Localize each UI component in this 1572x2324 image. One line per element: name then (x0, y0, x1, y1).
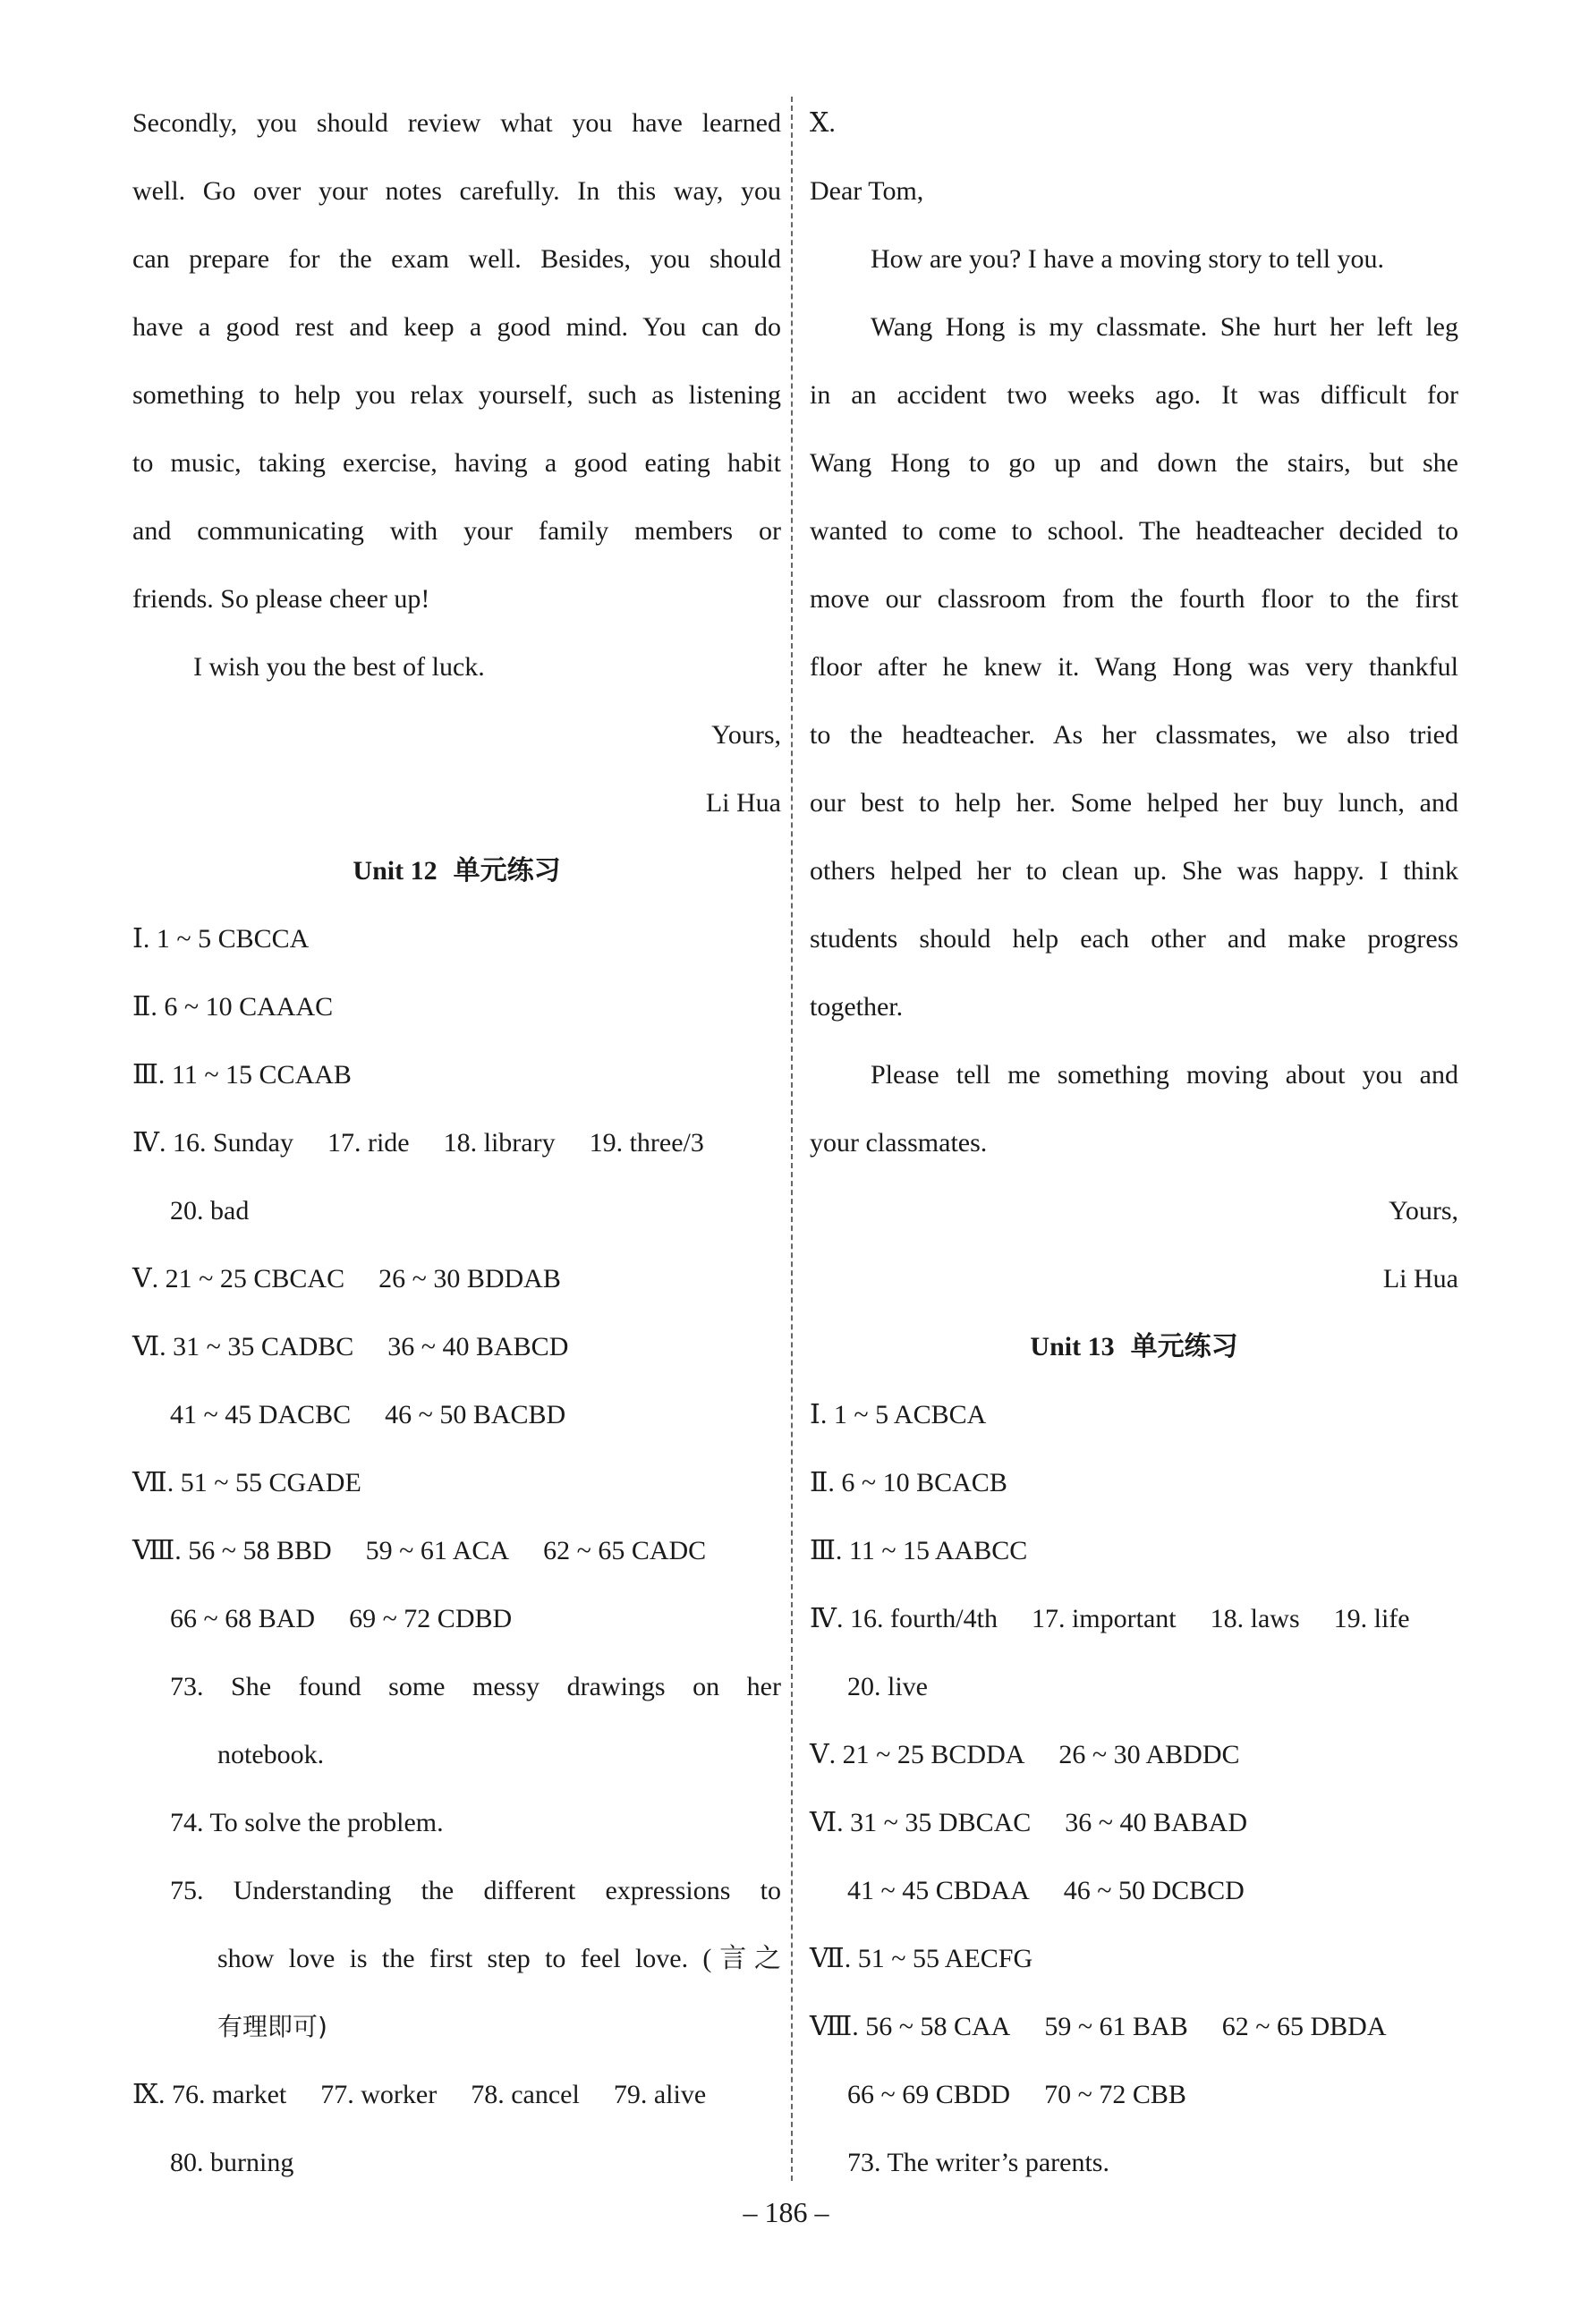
answer-text: 77. worker (320, 2080, 438, 2109)
letter-line: wanted to come to school. The headteacher decided to (810, 516, 1458, 546)
answer-text: 19. three/3 (589, 1128, 704, 1158)
answer-row: 73. The writer’s parents. (847, 2148, 1109, 2177)
unit13-title: Unit 13 (1030, 1332, 1115, 1361)
answer-text: Ⅶ. 51 ~ 55 AECFG (810, 1944, 1033, 1973)
letter-line: floor after he knew it. Wang Hong was very thankful (810, 652, 1458, 682)
unit12-title: Unit 12 (353, 856, 438, 886)
letter-line: Wang Hong to go up and down the stairs, but she (810, 448, 1458, 478)
answer-text: 20. live (847, 1672, 928, 1701)
right-column (810, 89, 1458, 2197)
unit12-subtitle: 单元练习 (453, 855, 561, 886)
letter-line: have a good rest and keep a good mind. You can do (132, 312, 781, 342)
answer-row: 有理即可) (217, 2012, 327, 2041)
answer-row (810, 1925, 1458, 1993)
answer-text: 79. alive (613, 2080, 707, 2109)
answer-row (132, 1517, 781, 1585)
answer-text: 59 ~ 61 BAB (1044, 2012, 1188, 2041)
answer-text: 20. bad (170, 1196, 250, 1226)
unit13-subtitle: 单元练习 (1130, 1331, 1238, 1362)
section-label: Ⅹ. (810, 108, 836, 138)
letter-line: to the headteacher. As her classmates, we also tried (810, 720, 1458, 750)
answer-text: 18. library (443, 1128, 556, 1158)
answer-row: 73. She found some messy drawings on her (170, 1672, 781, 1701)
letter-closing: Please tell me something moving about you and (871, 1060, 1458, 1090)
answer-row (132, 1313, 781, 1381)
answer-row (810, 1517, 1458, 1585)
letter-line: move our classroom from the fourth floor to the first (810, 584, 1458, 614)
answer-text: 80. burning (170, 2148, 294, 2177)
answer-text: Ⅴ. 21 ~ 25 CBCAC (132, 1264, 345, 1293)
answer-text: 62 ~ 65 DBDA (1221, 2012, 1387, 2041)
signature: Li Hua (1382, 1264, 1458, 1293)
answer-text: Ⅲ. 11 ~ 15 AABCC (810, 1536, 1028, 1565)
letter-line: can prepare for the exam well. Besides, you should (132, 244, 781, 274)
answer-text: 46 ~ 50 DCBCD (1063, 1876, 1245, 1905)
answer-row (810, 1721, 1458, 1789)
sign-off: Yours, (1389, 1196, 1458, 1226)
answer-row (132, 973, 781, 1041)
sign-off: Yours, (711, 720, 781, 750)
answer-row (132, 2061, 781, 2129)
answer-text: 36 ~ 40 BABCD (387, 1332, 569, 1361)
letter-line: together. (810, 992, 904, 1022)
answer-text: 41 ~ 45 DACBC (170, 1400, 352, 1429)
letter-line: to music, taking exercise, having a good eating habit (132, 448, 781, 478)
answer-text: Ⅵ. 31 ~ 35 DBCAC (810, 1808, 1032, 1837)
answer-text: 26 ~ 30 BDDAB (378, 1264, 561, 1293)
answer-row (132, 2129, 781, 2197)
page-number: – 186 – (743, 2196, 829, 2228)
answer-row (132, 1177, 781, 1245)
answer-row (810, 1653, 1458, 1721)
answer-row: 74. To solve the problem. (170, 1808, 444, 1837)
answer-text: 17. ride (327, 1128, 410, 1158)
answer-row (810, 1857, 1458, 1925)
closing-wish: I wish you the best of luck. (193, 652, 485, 682)
answer-row (132, 905, 781, 973)
letter-line: friends. So please cheer up! (132, 584, 430, 614)
answer-text: Ⅸ. 76. market (132, 2080, 287, 2109)
left-column (132, 89, 781, 2197)
answer-row (132, 1585, 781, 1653)
answer-row (132, 1449, 781, 1517)
answer-text: Ⅴ. 21 ~ 25 BCDDA (810, 1740, 1025, 1769)
answer-text: 59 ~ 61 ACA (365, 1536, 510, 1565)
answer-text: 41 ~ 45 CBDAA (847, 1876, 1030, 1905)
signature: Li Hua (705, 788, 781, 818)
letter-closing: your classmates. (810, 1128, 988, 1158)
answer-row (810, 2061, 1458, 2129)
answer-text: 66 ~ 69 CBDD (847, 2080, 1011, 2109)
answer-row: 75. Understanding the different expressions to (170, 1876, 781, 1905)
letter-line: Secondly, you should review what you have learned (132, 108, 781, 138)
answer-text: 46 ~ 50 BACBD (385, 1400, 566, 1429)
letter-line: Wang Hong is my classmate. She hurt her left leg (871, 312, 1458, 342)
answer-text: 78. cancel (471, 2080, 580, 2109)
answer-row (810, 1993, 1458, 2061)
answer-text: Ⅳ. 16. Sunday (132, 1128, 293, 1158)
answer-text: Ⅶ. 51 ~ 55 CGADE (132, 1468, 361, 1497)
letter-line: in an accident two weeks ago. It was difficult for (810, 380, 1458, 410)
answer-row: notebook. (217, 1740, 325, 1769)
answer-row (132, 1041, 781, 1109)
letter-line: and communicating with your family members or (132, 516, 781, 546)
answer-text: 66 ~ 68 BAD (170, 1604, 316, 1633)
answer-text: 19. life (1333, 1604, 1410, 1633)
unit13-heading (810, 1313, 1458, 1381)
greeting: Dear Tom, (810, 176, 924, 206)
answer-text: 69 ~ 72 CDBD (349, 1604, 513, 1633)
letter-line: others helped her to clean up. She was happy. I think (810, 856, 1458, 886)
letter-line: well. Go over your notes carefully. In this way, you (132, 176, 781, 206)
answer-row (810, 1449, 1458, 1517)
answer-text: Ⅱ. 6 ~ 10 CAAAC (132, 992, 334, 1022)
answer-row (132, 1245, 781, 1313)
answer-row (810, 1381, 1458, 1449)
letter-line: students should help each other and make progress (810, 924, 1458, 954)
answer-text: 70 ~ 72 CBB (1044, 2080, 1186, 2109)
letter-line: something to help you relax yourself, such as listening (132, 380, 781, 410)
answer-row (132, 1381, 781, 1449)
column-divider (791, 97, 793, 2181)
answer-row: show love is the first step to feel love. (言之 (217, 1944, 781, 1973)
letter-opening: How are you? I have a moving story to tell you. (871, 244, 1385, 274)
answer-text: Ⅷ. 56 ~ 58 CAA (810, 2012, 1011, 2041)
answer-text: Ⅵ. 31 ~ 35 CADBC (132, 1332, 354, 1361)
answer-text: Ⅳ. 16. fourth/4th (810, 1604, 998, 1633)
answer-row (810, 1789, 1458, 1857)
answer-text: 36 ~ 40 BABAD (1065, 1808, 1248, 1837)
answer-text: Ⅰ. 1 ~ 5 CBCCA (132, 924, 310, 954)
answer-row (132, 1109, 781, 1177)
answer-text: Ⅲ. 11 ~ 15 CCAAB (132, 1060, 352, 1090)
answer-text: 18. laws (1210, 1604, 1300, 1633)
answer-text: 17. important (1031, 1604, 1177, 1633)
answer-text: Ⅰ. 1 ~ 5 ACBCA (810, 1400, 987, 1429)
answer-text: Ⅱ. 6 ~ 10 BCACB (810, 1468, 1007, 1497)
letter-line: our best to help her. Some helped her buy lunch, and (810, 788, 1458, 818)
unit12-heading (132, 837, 781, 905)
answer-text: Ⅷ. 56 ~ 58 BBD (132, 1536, 332, 1565)
answer-text: 26 ~ 30 ABDDC (1058, 1740, 1240, 1769)
answer-text: 62 ~ 65 CADC (543, 1536, 707, 1565)
answer-row (810, 1585, 1458, 1653)
